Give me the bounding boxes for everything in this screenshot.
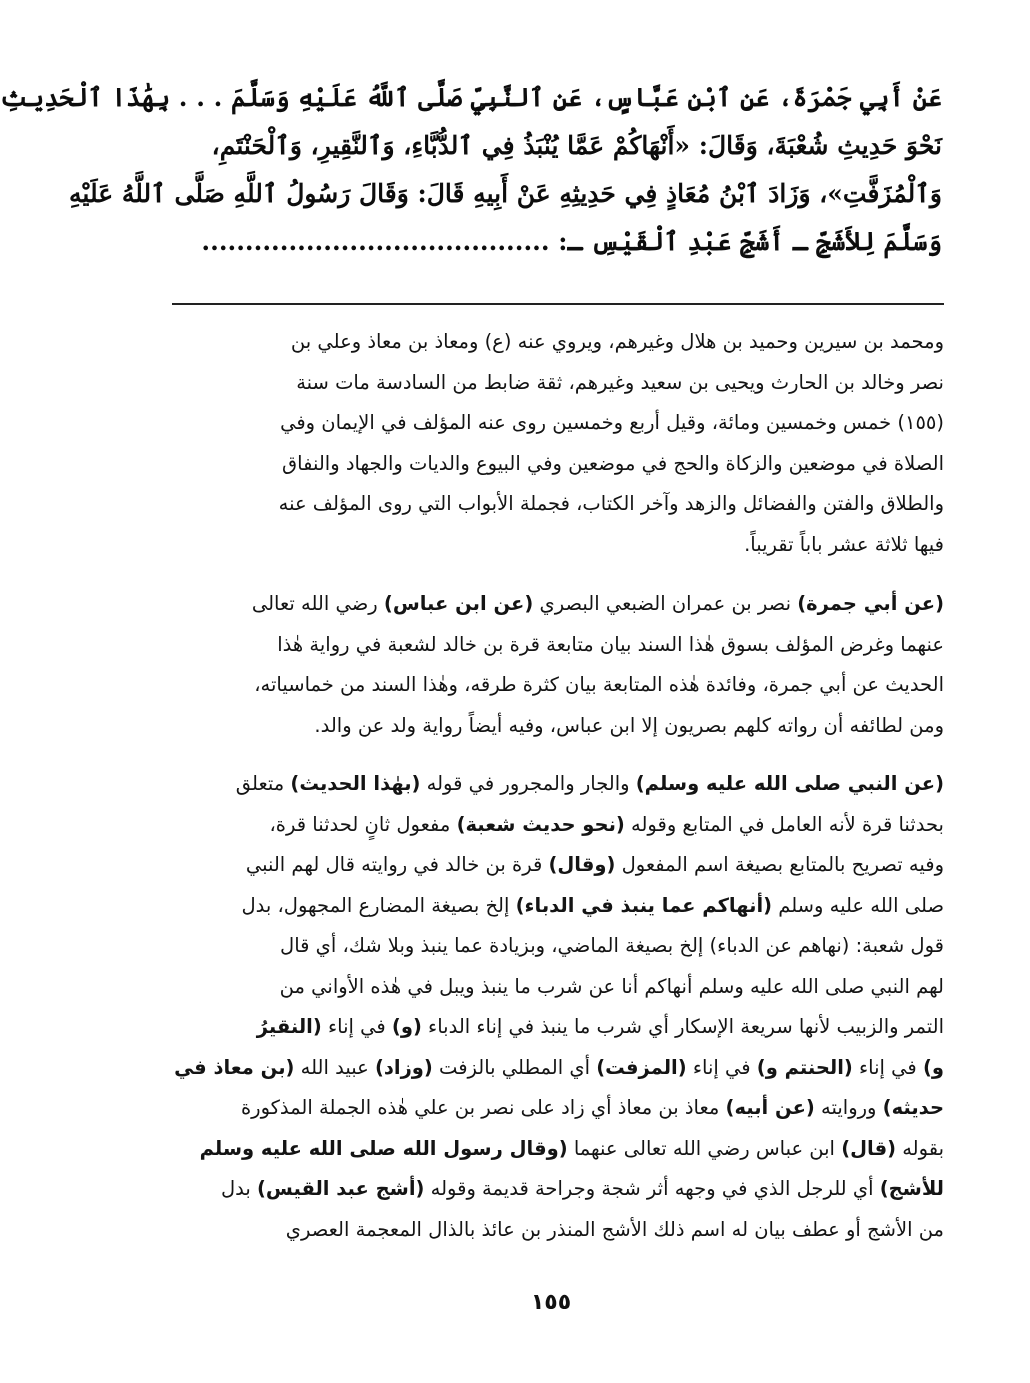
text-line: فيها ثلاثة عشر باباً تقريباً. — [744, 532, 944, 556]
text-run: وروايته — [814, 1096, 883, 1119]
bold-quote: (وقال) — [548, 853, 616, 876]
text-run: وفيه تصريح بالمتابع بصيغة اسم المفعول — [615, 853, 944, 876]
bold-quote: (أنهاكم عما ينبذ في الدباء) — [515, 893, 773, 917]
commentary-paragraph — [172, 584, 944, 746]
bold-quote: (المزفت) — [596, 1055, 687, 1079]
bold-quote: (قال) — [841, 1136, 897, 1160]
text-line: لهم النبي صلى الله عليه وسلم أنهاكم أنا عن شرب ما ينبذ ويبل في هٰذه الأواني من — [279, 974, 944, 998]
text-run: قرة بن خالد في روايته قال لهم النبي — [245, 853, 549, 876]
text-line — [172, 1129, 944, 1170]
bold-quote: (عن النبي صلى الله عليه وسلم) — [635, 772, 944, 795]
text-line: من الأشج أو عطف بيان له اسم ذلك الأشج المنذر بن عائذ بالذال المعجمة العصري — [285, 1217, 944, 1241]
text-run: إلخ بصيغة المضارع المجهول، بدل — [241, 893, 516, 917]
text-line: قول شعبة: (نهاهم عن الدباء) إلخ بصيغة الماضي، وبزيادة عما ينبذ وبلا شك، أي قال — [280, 934, 944, 957]
hadith-line: نَحْوَ حَدِيثِ شُعْبَةَ، وَقَالَ: «أَنْهَاكُمْ عَمَّا يُنْبَذُ فِي ٱلدُّبَّاءِ، وَٱلنَّقِيرِ، وَٱلْحَنْتَمِ، — [211, 131, 942, 160]
text-line: الصلاة في موضعين والزكاة والحج في موضعين وفي البيوع والديات والجهاد والنفاق — [282, 451, 944, 475]
text-run: في إناء — [852, 1055, 923, 1079]
hadith-line — [176, 218, 942, 266]
text-run: أي للرجل الذي في وجهه أثر شجة وجراحة قديمة وقوله — [424, 1177, 880, 1200]
text-run: والجار والمجرور في قوله — [420, 772, 636, 795]
bold-quote: (وزاد) — [374, 1055, 433, 1079]
text-line: ومن لطائفه أن رواته كلهم بصريون إلا ابن عباس، وفيه أيضاً رواية ولد عن والد. — [314, 713, 944, 737]
hadith-text — [0, 74, 942, 266]
bold-quote: (وقال رسول الله صلى الله عليه وسلم — [199, 1136, 568, 1160]
text-line: ومحمد بن سيرين وحميد بن هلال وغيرهم، ويروي عنه (ع) ومعاذ بن معاذ وعلي بن — [290, 330, 944, 353]
text-line — [172, 805, 944, 846]
bold-quote: (بهٰذا الحديث) — [290, 772, 421, 795]
bold-quote: (عن أبيه) — [725, 1096, 815, 1119]
text-line: الحديث عن أبي جمرة، وفائدة هٰذه المتابعة بيان كثرة طرقه، وهٰذا السند من خماسياته، — [254, 673, 944, 696]
commentary — [172, 322, 944, 1250]
bold-quote: (عن أبي جمرة) — [797, 592, 944, 615]
text-line — [172, 1048, 944, 1089]
ellipsis-dots: ........................................ — [201, 227, 550, 256]
text-run: في إناء — [321, 1015, 392, 1038]
text-run: بدل — [220, 1177, 258, 1200]
bold-quote: (بن معاذ في — [174, 1055, 295, 1079]
text-run: في إناء — [686, 1055, 757, 1079]
bold-quote: (النقيرُ — [256, 1015, 322, 1038]
text-run: عبيد الله — [294, 1055, 375, 1079]
hadith-line: عَنْ أَبِي جَمْرَةَ، عَنِ ٱبْنِ عَبَّاسٍ، عَنِ ٱلنَّبِيِّ صَلَّى ٱللَّهُ عَلَيْهِ وَسَلَّمَ . . . بِهَٰذَا ٱلْحَدِيثِ — [0, 83, 942, 112]
text-run: ابن عباس رضي الله تعالى عنهما — [567, 1136, 842, 1160]
bold-quote: حديثه) — [882, 1096, 944, 1119]
text-run: متعلق — [235, 772, 291, 795]
bold-quote: (و) — [391, 1015, 422, 1038]
page-number: ١٥٥ — [530, 1290, 572, 1315]
bold-quote: (نحو حديث شعبة) — [456, 812, 625, 836]
text-line — [172, 1007, 944, 1048]
text-run: مفعول ثانٍ لحدثنا قرة، — [269, 812, 457, 836]
hadith-line: وَٱلْمُزَفَّتِ»، وَزَادَ ٱبْنُ مُعَاذٍ فِي حَدِيثِهِ عَنْ أَبِيهِ قَالَ: وَقَالَ رَسُولُ ٱللَّهِ صَلَّى ٱللَّهُ عَلَيْهِ — [69, 179, 942, 208]
commentary-paragraph — [172, 322, 944, 565]
text-run: صلى الله عليه وسلم — [772, 893, 944, 917]
hadith-line-text: وَسَلَّمَ لِلأَشَجِّ ـ أَشَجِّ عَبْدِ ٱلْقَيْسِ ـ: — [558, 227, 942, 256]
bold-quote: (عن ابن عباس) — [383, 592, 534, 615]
text-line: عنهما وغرض المؤلف بسوق هٰذا السند بيان متابعة قرة بن خالد لشعبة في رواية هٰذا — [277, 632, 944, 656]
text-run: أي المطلي بالزفت — [432, 1055, 597, 1079]
text-line — [172, 845, 944, 886]
bold-quote: (الحنتم و) — [756, 1055, 853, 1079]
text-line — [172, 764, 944, 805]
text-run: معاذ بن معاذ أي زاد على نصر بن علي هٰذه الجملة المذكورة — [240, 1096, 726, 1119]
text-line: نصر وخالد بن الحارث ويحيى بن سعيد وغيرهم، ثقة ضابط من السادسة مات سنة — [296, 370, 944, 394]
text-line — [172, 1169, 944, 1210]
bold-quote: (أشج عبد القيس) — [257, 1177, 425, 1200]
commentary-paragraph — [172, 764, 944, 1250]
text-line: والطلاق والفتن والفضائل والزهد وآخر الكتاب، فجملة الأبواب التي روى المؤلف عنه — [278, 492, 944, 515]
separator-rule — [172, 303, 944, 305]
text-run: بحدثنا قرة لأنه العامل في المتابع وقوله — [624, 812, 944, 836]
text-run: نصر بن عمران الضبعي البصري — [533, 592, 798, 615]
text-line — [172, 886, 944, 927]
bold-quote: و) — [922, 1055, 944, 1079]
text-run: التمر والزبيب لأنها سريعة الإسكار أي شرب ما ينبذ في إناء الدباء — [421, 1015, 944, 1038]
bold-quote: للأشج) — [879, 1177, 944, 1200]
text-line: (١٥٥) خمس وخمسين ومائة، وقيل أربع وخمسين روى عنه المؤلف في الإيمان وفي — [280, 411, 944, 434]
text-line — [172, 1088, 944, 1129]
text-run: رضي الله تعالى — [251, 592, 384, 615]
text-run: بقوله — [896, 1136, 944, 1160]
text-line — [172, 584, 944, 625]
